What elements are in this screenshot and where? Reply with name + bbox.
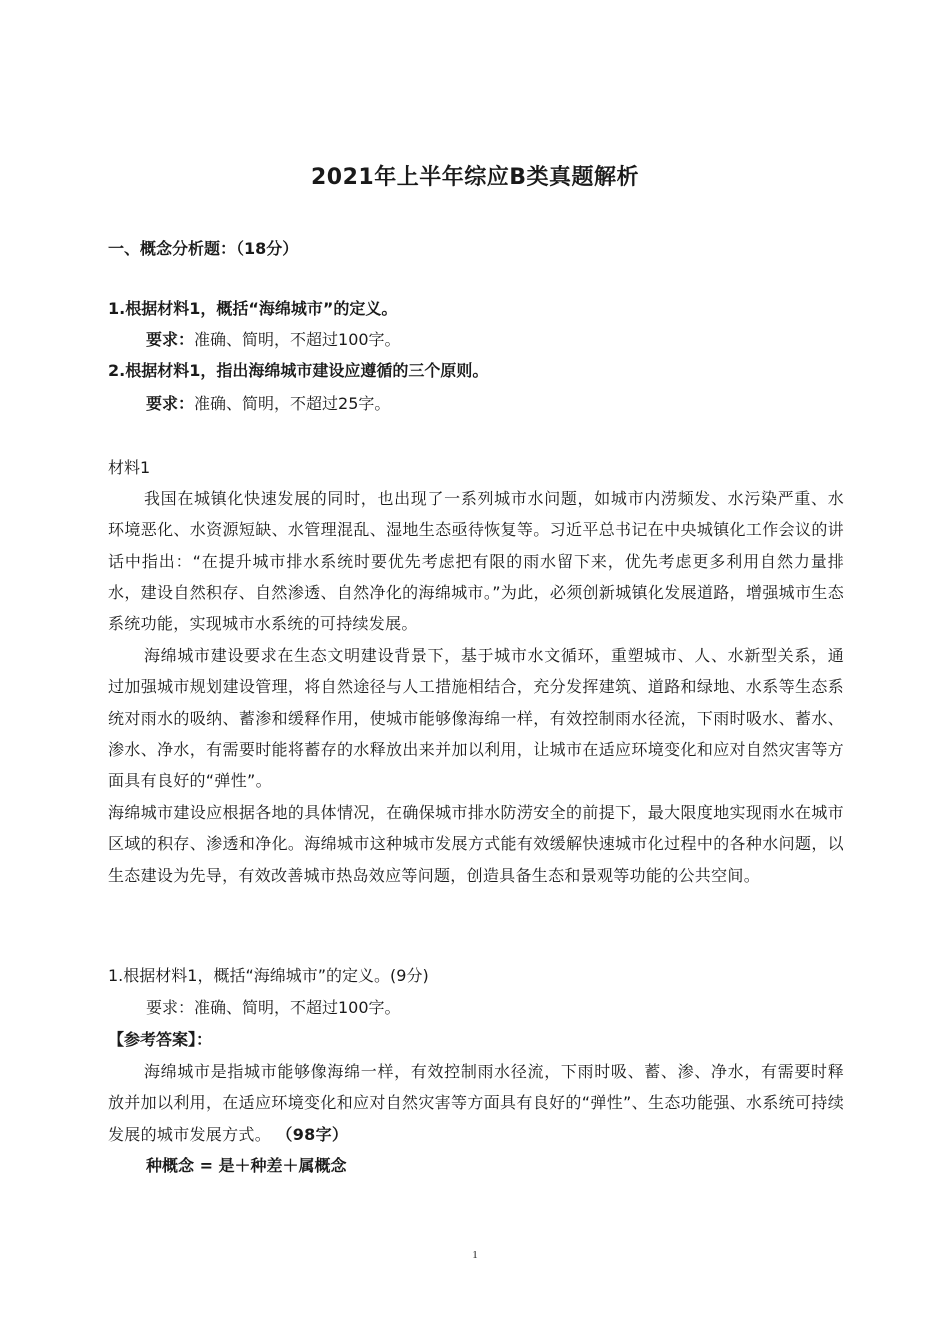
concept-formula: 种概念 = 是＋种差＋属概念 [146, 1156, 347, 1175]
question-1: 1.根据材料1，概括“海绵城市”的定义。 [108, 299, 398, 318]
material-paragraph-3: 海绵城市建设应根据各地的具体情况，在确保城市排水防涝安全的前提下，最大限度地实现雨水在城市区域的积存、渗透和净化。海绵城市这种城市发展方式能有效缓解快速城市化过程中的各种水问题，以生态建设为先导，有效改善城市热岛效应等问题，创造具备生态和景观等功能的公共空间。 [108, 803, 844, 885]
question-1-requirement [146, 330, 401, 350]
question-2: 2.根据材料1，指出海绵城市建设应遵循的三个原则。 [108, 361, 489, 380]
section-heading: 一、概念分析题：（18分） [108, 239, 299, 258]
requirement-text: 准确、简明，不超过25字。 [194, 394, 391, 413]
requirement-label: 要求： [146, 330, 195, 349]
document-title: 2021年上半年综应B类真题解析 [311, 165, 639, 190]
answer-body: 海绵城市是指城市能够像海绵一样，有效控制雨水径流，下雨时吸、蓄、渗、净水，有需要时释放并加以利用，在适应环境变化和应对自然灾害等方面具有良好的“弹性”、生态功能强、水系统可持续发展的城市发展方式。 [108, 1062, 844, 1144]
answer-text [108, 1056, 844, 1150]
material-paragraph-1: 我国在城镇化快速发展的同时，也出现了一系列城市水问题，如城市内涝频发、水污染严重、水环境恶化、水资源短缺、水管理混乱、湿地生态亟待恢复等。习近平总书记在中央城镇化工作会议的讲话中指出：“在提升城市排水系统时要优先考虑把有限的雨水留下来，优先考虑更多利用自然力量排水，建设自然积存、自然渗透、自然净化的海绵城市。”为此，必须创新城镇化发展道路，增强城市生态系统功能，实现城市水系统的可持续发展。 [108, 489, 844, 634]
question-2-requirement [146, 394, 390, 414]
answer-word-count: （98字） [276, 1124, 349, 1144]
material-paragraph-2: 海绵城市建设要求在生态文明建设背景下，基于城市水文循环，重塑城市、人、水新型关系，通过加强城市规划建设管理，将自然途径与人工措施相结合，充分发挥建筑、道路和绿地、水系等生态系统对雨水的吸纳、蓄渗和缓释作用，使城市能够像海绵一样，有效控制雨水径流，下雨时吸水、蓄水、渗水、净水，有需要时能将蓄存的水释放出来并加以利用，让城市在适应环境变化和应对自然灾害等方面具有良好的“弹性”。 [108, 646, 844, 791]
answer-question: 1.根据材料1，概括“海绵城市”的定义。(9分) [108, 966, 429, 985]
material-label: 材料1 [108, 458, 151, 477]
answer-requirement: 要求：准确、简明，不超过100字。 [146, 998, 401, 1017]
requirement-label: 要求： [146, 394, 195, 413]
requirement-text: 准确、简明，不超过100字。 [194, 330, 401, 349]
answer-label: 【参考答案】： [108, 1030, 213, 1049]
page-number: 1 [472, 1249, 478, 1261]
